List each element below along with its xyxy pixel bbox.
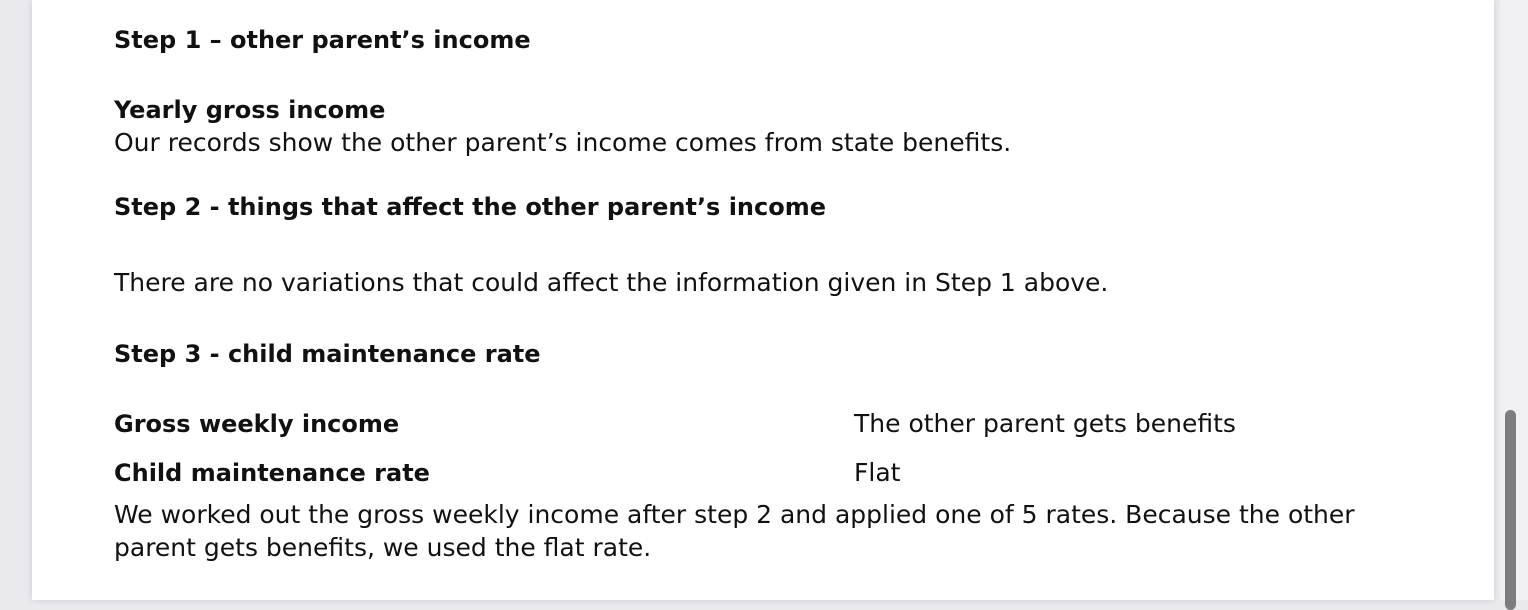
step2-text: There are no variations that could affect the information given in Step 1 above. [114, 268, 1109, 297]
child-maintenance-rate-label: Child maintenance rate [114, 459, 430, 487]
document-page [32, 0, 1494, 600]
child-maintenance-rate-value: Flat [854, 458, 901, 487]
gross-weekly-income-value: The other parent gets benefits [854, 409, 1236, 438]
gross-weekly-income-label: Gross weekly income [114, 410, 400, 438]
step3-heading: Step 3 - child maintenance rate [114, 340, 541, 368]
step2-heading: Step 2 - things that affect the other parent’s income [114, 193, 827, 221]
scrollbar-thumb[interactable] [1505, 410, 1516, 610]
rate-explanation: We worked out the gross weekly income after step 2 and applied one of 5 rates. Because the other parent gets benefits, we used the flat rate. [114, 500, 1355, 562]
step1-heading: Step 1 – other parent’s income [114, 26, 531, 54]
step1-text: Our records show the other parent’s income comes from state benefits. [114, 128, 1012, 157]
step1-subheading: Yearly gross income [114, 96, 386, 124]
